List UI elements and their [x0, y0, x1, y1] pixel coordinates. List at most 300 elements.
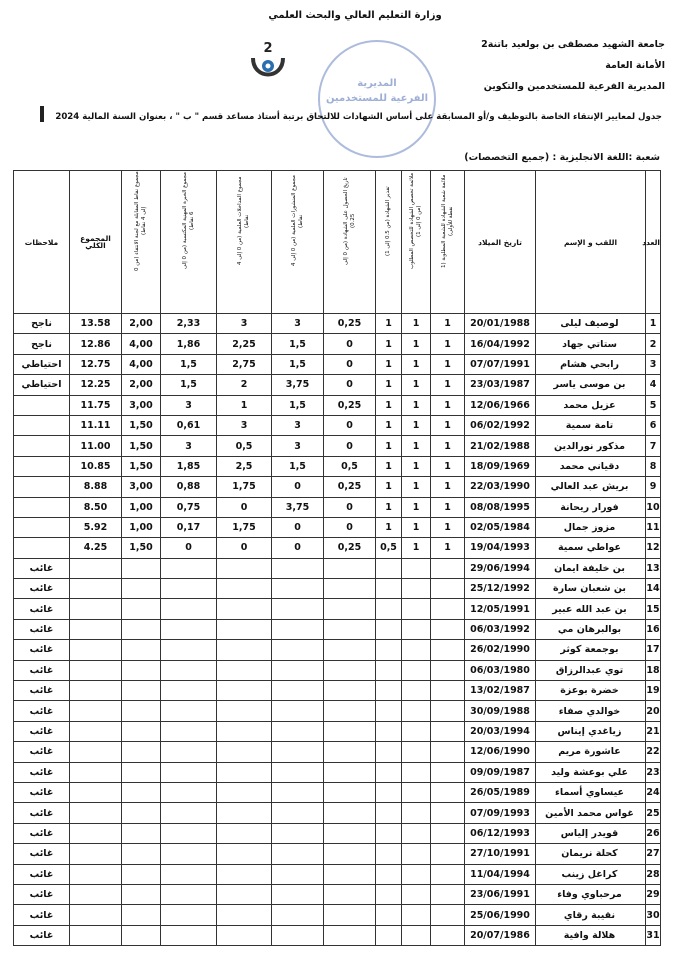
cell-interview: 1,00 [122, 517, 161, 537]
cell-interview: 3,00 [122, 477, 161, 497]
cell-presentations [217, 884, 272, 904]
cell-total: 8.50 [70, 497, 122, 517]
cell-number: 29 [646, 884, 661, 904]
cell-note: غائب [14, 558, 70, 578]
cell-interview: 2,00 [122, 314, 161, 334]
cell-number: 22 [646, 742, 661, 762]
cell-publications: 1,5 [272, 395, 324, 415]
cell-name: بن عبد الله عبير [536, 599, 646, 619]
table-row [14, 721, 661, 741]
cell-specialty-match: 1 [402, 517, 431, 537]
university-name: جامعة الشهيد مصطفى بن بولعيد باتنة2 [481, 39, 665, 50]
cell-interview [122, 619, 161, 639]
cell-specialty-match [402, 803, 431, 823]
cell-specialty-match [402, 558, 431, 578]
cell-experience [161, 803, 217, 823]
cell-specialty-match [402, 579, 431, 599]
institution-header [445, 34, 665, 97]
cell-number: 2 [646, 334, 661, 354]
cell-publications [272, 721, 324, 741]
cell-note: غائب [14, 823, 70, 843]
cell-publications [272, 660, 324, 680]
cell-publications: 3 [272, 436, 324, 456]
cell-number: 7 [646, 436, 661, 456]
cell-publications [272, 742, 324, 762]
cell-number: 4 [646, 375, 661, 395]
cell-specialty-match: 1 [402, 395, 431, 415]
table-row [14, 762, 661, 782]
cell-interview: 1,50 [122, 456, 161, 476]
table-row [14, 884, 661, 904]
cell-total [70, 579, 122, 599]
cell-birth-date: 20/01/1988 [465, 314, 536, 334]
cell-name: توي عبدالرزاق [536, 660, 646, 680]
cell-note [14, 395, 70, 415]
cell-number: 30 [646, 905, 661, 925]
cell-experience [161, 864, 217, 884]
cell-interview [122, 558, 161, 578]
cell-experience [161, 558, 217, 578]
cell-interview [122, 782, 161, 802]
cell-presentations [217, 905, 272, 925]
official-stamp [318, 40, 436, 158]
cell-publications: 3 [272, 314, 324, 334]
cell-total [70, 701, 122, 721]
cell-degree-date [324, 640, 376, 660]
table-row [14, 823, 661, 843]
cell-number: 12 [646, 538, 661, 558]
cell-presentations [217, 619, 272, 639]
cell-experience: 1,5 [161, 354, 217, 374]
cell-total [70, 864, 122, 884]
cell-experience [161, 721, 217, 741]
cell-specialty-match: 1 [402, 477, 431, 497]
cell-degree-date: 0,5 [324, 456, 376, 476]
cell-name: علي بوعشة وليد [536, 762, 646, 782]
ministry-title: وزارة التعليم العالي والبحث العلمي [268, 10, 442, 21]
table-row [14, 375, 661, 395]
cell-total [70, 681, 122, 701]
cell-presentations [217, 721, 272, 741]
cell-presentations [217, 660, 272, 680]
cell-note: غائب [14, 884, 70, 904]
cell-name: قويدر إلياس [536, 823, 646, 843]
cell-number: 14 [646, 579, 661, 599]
cell-presentations [217, 823, 272, 843]
cell-birth-date: 06/03/1992 [465, 619, 536, 639]
cell-birth-date: 12/06/1966 [465, 395, 536, 415]
cell-branch-match: 1 [431, 497, 465, 517]
cell-publications [272, 925, 324, 945]
cell-degree-grade [376, 823, 402, 843]
cell-degree-grade: 0,5 [376, 538, 402, 558]
cell-publications [272, 599, 324, 619]
cell-presentations [217, 864, 272, 884]
cell-publications [272, 558, 324, 578]
cell-interview [122, 844, 161, 864]
cell-specialty-match: 1 [402, 415, 431, 435]
cell-branch-match: 1 [431, 456, 465, 476]
cell-number: 6 [646, 415, 661, 435]
cell-note: غائب [14, 660, 70, 680]
cell-experience: 1,85 [161, 456, 217, 476]
cell-specialty-match [402, 599, 431, 619]
col-publications: مجموع المنشورات العلمية (من 0 إلى 4 نقاط) [272, 171, 324, 314]
cell-name: غواس محمد الأمين [536, 803, 646, 823]
cell-degree-date [324, 803, 376, 823]
cell-birth-date: 23/03/1987 [465, 375, 536, 395]
cell-birth-date: 06/02/1992 [465, 415, 536, 435]
cell-interview: 1,50 [122, 436, 161, 456]
cell-name: دقياني محمد [536, 456, 646, 476]
cell-name: كحلة نريمان [536, 844, 646, 864]
cell-branch-match [431, 579, 465, 599]
cell-degree-grade: 1 [376, 497, 402, 517]
cell-birth-date: 12/06/1990 [465, 742, 536, 762]
cell-degree-date: 0 [324, 334, 376, 354]
cell-interview: 1,50 [122, 538, 161, 558]
cell-total: 12.75 [70, 354, 122, 374]
cell-degree-grade [376, 905, 402, 925]
cell-presentations [217, 599, 272, 619]
cell-note: غائب [14, 599, 70, 619]
cell-presentations [217, 681, 272, 701]
cell-branch-match: 1 [431, 538, 465, 558]
col-experience: مجموع الخبرة المهنية المكتسبة (من 0 إلى 6 نقاط) [161, 171, 217, 314]
cell-publications [272, 619, 324, 639]
cell-branch-match [431, 782, 465, 802]
cell-number: 23 [646, 762, 661, 782]
cell-branch-match: 1 [431, 334, 465, 354]
cell-number: 27 [646, 844, 661, 864]
cell-name: تامة سمية [536, 415, 646, 435]
cell-total [70, 721, 122, 741]
cell-interview [122, 864, 161, 884]
cell-degree-grade: 1 [376, 456, 402, 476]
cell-experience [161, 619, 217, 639]
cell-birth-date: 11/04/1994 [465, 864, 536, 884]
cell-number: 3 [646, 354, 661, 374]
cell-specialty-match [402, 864, 431, 884]
cell-name: زياغدي إيناس [536, 721, 646, 741]
cell-total [70, 905, 122, 925]
cell-name: عواطي سمية [536, 538, 646, 558]
cell-experience [161, 681, 217, 701]
cell-number: 20 [646, 701, 661, 721]
cell-interview [122, 905, 161, 925]
cell-degree-date [324, 925, 376, 945]
cell-total [70, 782, 122, 802]
cell-note: غائب [14, 925, 70, 945]
cell-interview: 1,50 [122, 415, 161, 435]
table-row [14, 742, 661, 762]
cell-note [14, 456, 70, 476]
cell-note: غائب [14, 640, 70, 660]
cell-degree-grade: 1 [376, 436, 402, 456]
cell-note: احتياطي [14, 375, 70, 395]
cell-name: بوالبرهان مي [536, 619, 646, 639]
cell-publications: 3,75 [272, 497, 324, 517]
cell-degree-date [324, 701, 376, 721]
cell-degree-grade [376, 742, 402, 762]
branch-label: شعبة :اللغة الانجليزية : (جميع التخصصات) [464, 152, 660, 163]
cell-specialty-match: 1 [402, 314, 431, 334]
cell-branch-match: 1 [431, 477, 465, 497]
cell-publications [272, 640, 324, 660]
cell-number: 31 [646, 925, 661, 945]
col-interview: مجموع نقاط المقابلة مع لجنة الانتقاء (من 0 إلى 4 نقاط) [122, 171, 161, 314]
cell-specialty-match [402, 619, 431, 639]
cell-specialty-match [402, 640, 431, 660]
cell-birth-date: 12/05/1991 [465, 599, 536, 619]
stamp-line-2: الفرعية للمستخدمين [325, 93, 429, 104]
cell-branch-match [431, 640, 465, 660]
cell-specialty-match [402, 660, 431, 680]
cell-specialty-match [402, 721, 431, 741]
cell-interview [122, 823, 161, 843]
cell-degree-grade [376, 884, 402, 904]
cell-birth-date: 25/06/1990 [465, 905, 536, 925]
cell-birth-date: 19/04/1993 [465, 538, 536, 558]
table-row [14, 925, 661, 945]
cell-presentations: 1,75 [217, 477, 272, 497]
cell-degree-grade [376, 619, 402, 639]
cell-degree-date: 0,25 [324, 395, 376, 415]
cell-total [70, 660, 122, 680]
col-branch-match: ملائمة شعبة الشهادة للشعبة المطلوبة (1 نقطة للأولى) [431, 171, 465, 314]
cell-birth-date: 07/07/1991 [465, 354, 536, 374]
cell-birth-date: 06/03/1980 [465, 660, 536, 680]
cell-specialty-match [402, 884, 431, 904]
table-row [14, 905, 661, 925]
cell-name: بن خليفة ايمان [536, 558, 646, 578]
cell-experience [161, 905, 217, 925]
cell-birth-date: 20/03/1994 [465, 721, 536, 741]
col-presentations: مجموع المداخلات العلمية (من 0 إلى 4 نقاط) [217, 171, 272, 314]
cell-specialty-match [402, 905, 431, 925]
cell-branch-match: 1 [431, 375, 465, 395]
cell-total [70, 742, 122, 762]
cell-interview: 2,00 [122, 375, 161, 395]
cell-number: 8 [646, 456, 661, 476]
cell-name: فورار ريحانة [536, 497, 646, 517]
cell-specialty-match [402, 742, 431, 762]
cell-branch-match [431, 864, 465, 884]
cell-note: غائب [14, 844, 70, 864]
cell-name: بن شعبان سارة [536, 579, 646, 599]
cell-degree-date: 0,25 [324, 477, 376, 497]
cell-birth-date: 02/05/1984 [465, 517, 536, 537]
col-total: المجموع الكلي [70, 171, 122, 314]
cell-publications [272, 762, 324, 782]
table-row [14, 640, 661, 660]
cell-degree-grade [376, 762, 402, 782]
cell-degree-date [324, 558, 376, 578]
cell-total [70, 884, 122, 904]
cell-specialty-match: 1 [402, 497, 431, 517]
cell-number: 21 [646, 721, 661, 741]
cell-degree-date [324, 823, 376, 843]
cell-name: مذكور نورالدين [536, 436, 646, 456]
cell-degree-grade: 1 [376, 334, 402, 354]
cell-birth-date: 26/02/1990 [465, 640, 536, 660]
table-row [14, 354, 661, 374]
cell-degree-grade: 1 [376, 415, 402, 435]
cell-birth-date: 30/09/1988 [465, 701, 536, 721]
cell-note: غائب [14, 864, 70, 884]
cell-branch-match [431, 681, 465, 701]
cell-branch-match [431, 762, 465, 782]
cell-presentations: 1,75 [217, 517, 272, 537]
table-row [14, 619, 661, 639]
cell-branch-match [431, 599, 465, 619]
cell-degree-grade [376, 579, 402, 599]
cell-birth-date: 26/05/1989 [465, 782, 536, 802]
cell-presentations: 3 [217, 415, 272, 435]
cell-experience: 3 [161, 395, 217, 415]
cell-specialty-match [402, 823, 431, 843]
cell-experience: 2,33 [161, 314, 217, 334]
table-row [14, 782, 661, 802]
cell-number: 24 [646, 782, 661, 802]
cell-degree-grade [376, 864, 402, 884]
cell-branch-match [431, 619, 465, 639]
cell-number: 18 [646, 660, 661, 680]
cell-presentations: 0,5 [217, 436, 272, 456]
cell-specialty-match [402, 844, 431, 864]
cell-interview [122, 640, 161, 660]
university-logo [243, 40, 293, 90]
cell-note: غائب [14, 803, 70, 823]
cell-branch-match: 1 [431, 395, 465, 415]
table-row [14, 334, 661, 354]
cell-interview [122, 884, 161, 904]
cell-note [14, 538, 70, 558]
cell-birth-date: 21/02/1988 [465, 436, 536, 456]
cell-interview [122, 701, 161, 721]
cell-degree-grade [376, 558, 402, 578]
table-row [14, 579, 661, 599]
cell-degree-date [324, 742, 376, 762]
cell-note [14, 517, 70, 537]
cell-birth-date: 07/09/1993 [465, 803, 536, 823]
cell-interview [122, 742, 161, 762]
table-row [14, 844, 661, 864]
cell-branch-match [431, 884, 465, 904]
cell-number: 9 [646, 477, 661, 497]
cell-name: ستاتي جهاد [536, 334, 646, 354]
cell-specialty-match [402, 925, 431, 945]
cell-publications: 0 [272, 538, 324, 558]
cell-number: 28 [646, 864, 661, 884]
cell-name: لوصيف ليلى [536, 314, 646, 334]
cell-birth-date: 08/08/1995 [465, 497, 536, 517]
cell-presentations: 2,5 [217, 456, 272, 476]
cell-note: غائب [14, 762, 70, 782]
cell-presentations: 0 [217, 497, 272, 517]
cell-note: غائب [14, 681, 70, 701]
cell-name: هلالة وافية [536, 925, 646, 945]
cell-birth-date: 27/10/1991 [465, 844, 536, 864]
cell-experience [161, 599, 217, 619]
cell-branch-match [431, 701, 465, 721]
cell-interview [122, 803, 161, 823]
table-row [14, 864, 661, 884]
cell-specialty-match: 1 [402, 538, 431, 558]
cell-name: مزوز جمال [536, 517, 646, 537]
cell-name: عاشورة مريم [536, 742, 646, 762]
cell-publications [272, 782, 324, 802]
cell-interview [122, 721, 161, 741]
cell-experience: 1,5 [161, 375, 217, 395]
cell-publications [272, 844, 324, 864]
cell-publications: 1,5 [272, 456, 324, 476]
table-row [14, 497, 661, 517]
cell-number: 11 [646, 517, 661, 537]
cell-total [70, 925, 122, 945]
cell-experience: 0,17 [161, 517, 217, 537]
cell-degree-date: 0 [324, 375, 376, 395]
cell-degree-date: 0,25 [324, 538, 376, 558]
cell-birth-date: 20/07/1986 [465, 925, 536, 945]
cell-presentations [217, 925, 272, 945]
table-row [14, 415, 661, 435]
cell-note: غائب [14, 721, 70, 741]
cell-degree-date [324, 579, 376, 599]
cell-publications [272, 864, 324, 884]
col-specialty-match: ملائمة تخصص الشهادة للتخصص المطلوب (من 0 إلى 1) [402, 171, 431, 314]
cell-interview: 4,00 [122, 334, 161, 354]
cell-degree-date: 0 [324, 497, 376, 517]
cell-total [70, 844, 122, 864]
cell-name: مرحباوي وفاء [536, 884, 646, 904]
cell-degree-grade [376, 925, 402, 945]
cell-branch-match: 1 [431, 415, 465, 435]
cell-specialty-match: 1 [402, 436, 431, 456]
table-row [14, 599, 661, 619]
col-degree-date: تاريخ الحصول على الشهادة (من 0 إلى 0.25) [324, 171, 376, 314]
col-notes: ملاحظات [14, 171, 70, 314]
general-secretariat: الأمانة العامة [605, 60, 665, 71]
cell-experience [161, 640, 217, 660]
cell-branch-match: 1 [431, 436, 465, 456]
cell-presentations [217, 782, 272, 802]
cell-interview [122, 599, 161, 619]
cell-presentations [217, 844, 272, 864]
cell-publications [272, 884, 324, 904]
cell-note: غائب [14, 782, 70, 802]
cell-name: عيساوي أسماء [536, 782, 646, 802]
cell-birth-date: 22/03/1990 [465, 477, 536, 497]
cell-publications: 0 [272, 517, 324, 537]
table-row [14, 701, 661, 721]
cell-total [70, 599, 122, 619]
cell-birth-date: 29/06/1994 [465, 558, 536, 578]
cell-number: 1 [646, 314, 661, 334]
cell-note: ناجح [14, 314, 70, 334]
cell-name: بوجمعة كوثر [536, 640, 646, 660]
cell-total [70, 619, 122, 639]
cell-branch-match [431, 742, 465, 762]
table-row [14, 314, 661, 334]
cell-specialty-match [402, 681, 431, 701]
cell-birth-date: 18/09/1969 [465, 456, 536, 476]
cell-degree-date [324, 721, 376, 741]
cell-presentations [217, 803, 272, 823]
cell-specialty-match [402, 762, 431, 782]
cell-branch-match: 1 [431, 314, 465, 334]
cell-total: 11.11 [70, 415, 122, 435]
